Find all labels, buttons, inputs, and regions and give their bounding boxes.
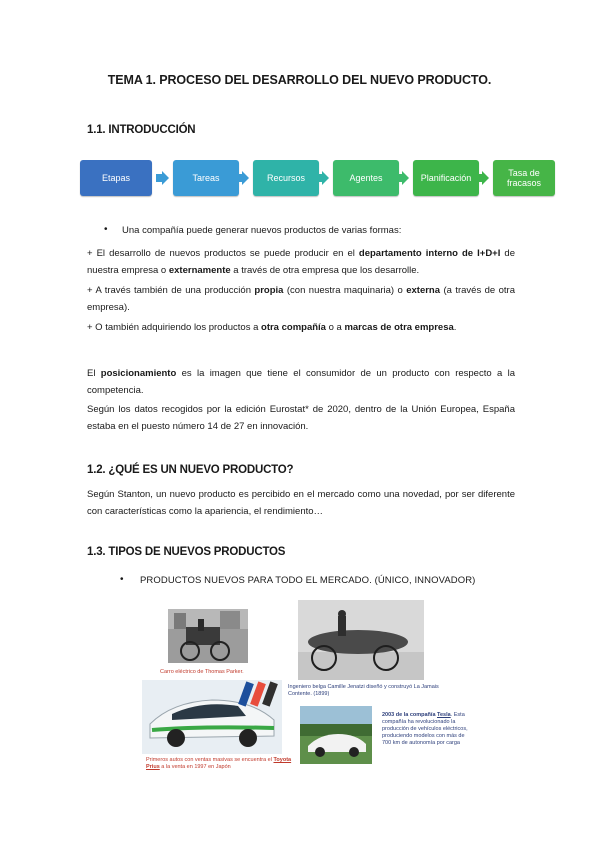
section-heading-introduccion: 1.1. INTRODUCCIÓN xyxy=(87,124,196,136)
bullet-icon: • xyxy=(104,224,108,235)
tesla-photo xyxy=(300,706,372,764)
flow-step-tasa-de-fracasos: Tasa de fracasos xyxy=(493,160,555,196)
intro-paragraph-3: + O también adquiriendo los productos a otra compañía o a marcas de otra empresa. xyxy=(87,322,457,333)
thomas-parker-car-photo xyxy=(168,609,248,663)
process-flow-diagram xyxy=(80,160,560,198)
section-heading-tipos: 1.3. TIPOS DE NUEVOS PRODUCTOS xyxy=(87,546,286,558)
bullet-icon: • xyxy=(120,574,124,585)
electric-cars-collage xyxy=(138,600,478,774)
flow-step-tareas: Tareas xyxy=(173,160,239,196)
flow-step-planificacion: Planificación xyxy=(413,160,479,196)
intro-paragraph-2: + A través también de una producción propia (con nuestra maquinaria) o externa (a través de otra empresa). xyxy=(87,285,516,313)
caption-prius: Primeros autos con ventas masivas se encuentra el Toyota Prius a la venta en 1997 en Japón xyxy=(146,757,292,770)
flow-step-agentes: Agentes xyxy=(333,160,399,196)
flow-step-recursos: Recursos xyxy=(253,160,319,196)
section-heading-que-es: 1.2. ¿QUÉ ES UN NUEVO PRODUCTO? xyxy=(87,464,294,476)
eurostat-paragraph: Según los datos recogidos por la edición Eurostat* de 2020, dentro de la Unión Europea, España estaba en el puesto número 14 de 27 en innovación. xyxy=(87,404,515,432)
flow-step-etapas: Etapas xyxy=(80,160,152,196)
intro-bullet-text: Una compañía puede generar nuevos productos de varias formas: xyxy=(122,225,402,236)
tipos-bullet-text: PRODUCTOS NUEVOS PARA TODO EL MERCADO. (ÚNICO, INNOVADOR) xyxy=(140,575,476,586)
caption-tesla: 2003 de la compañía Tesla. Esta compañía ha revolucionado la producción de vehículos eléctricos, produciendo modelos con más de 700 km de autonomía por carga xyxy=(382,712,468,746)
caption-jamais-contente: Ingeniero belga Camille Jenatzi diseñó y construyó La Jamais Contente. (1899) xyxy=(288,684,439,697)
posicionamiento-paragraph: El posicionamiento es la imagen que tiene el consumidor de un producto con respecto a la competencia. xyxy=(87,368,515,396)
page-title: TEMA 1. PROCESO DEL DESARROLLO DEL NUEVO PRODUCTO. xyxy=(107,73,492,87)
intro-paragraph-1: + El desarrollo de nuevos productos se puede producir en el departamento interno de I+D+I de nuestra empresa o externamente a través de otra empresa que los desarrolle. xyxy=(87,248,515,276)
caption-parker: Carro eléctrico de Thomas Parker. xyxy=(160,669,244,675)
toyota-prius-photo xyxy=(142,680,282,754)
stanton-paragraph: Según Stanton, un nuevo producto es percibido en el mercado como una novedad, por ser diferente con características como la apariencia, el rendimiento… xyxy=(87,489,515,517)
jamais-contente-photo xyxy=(298,600,424,680)
